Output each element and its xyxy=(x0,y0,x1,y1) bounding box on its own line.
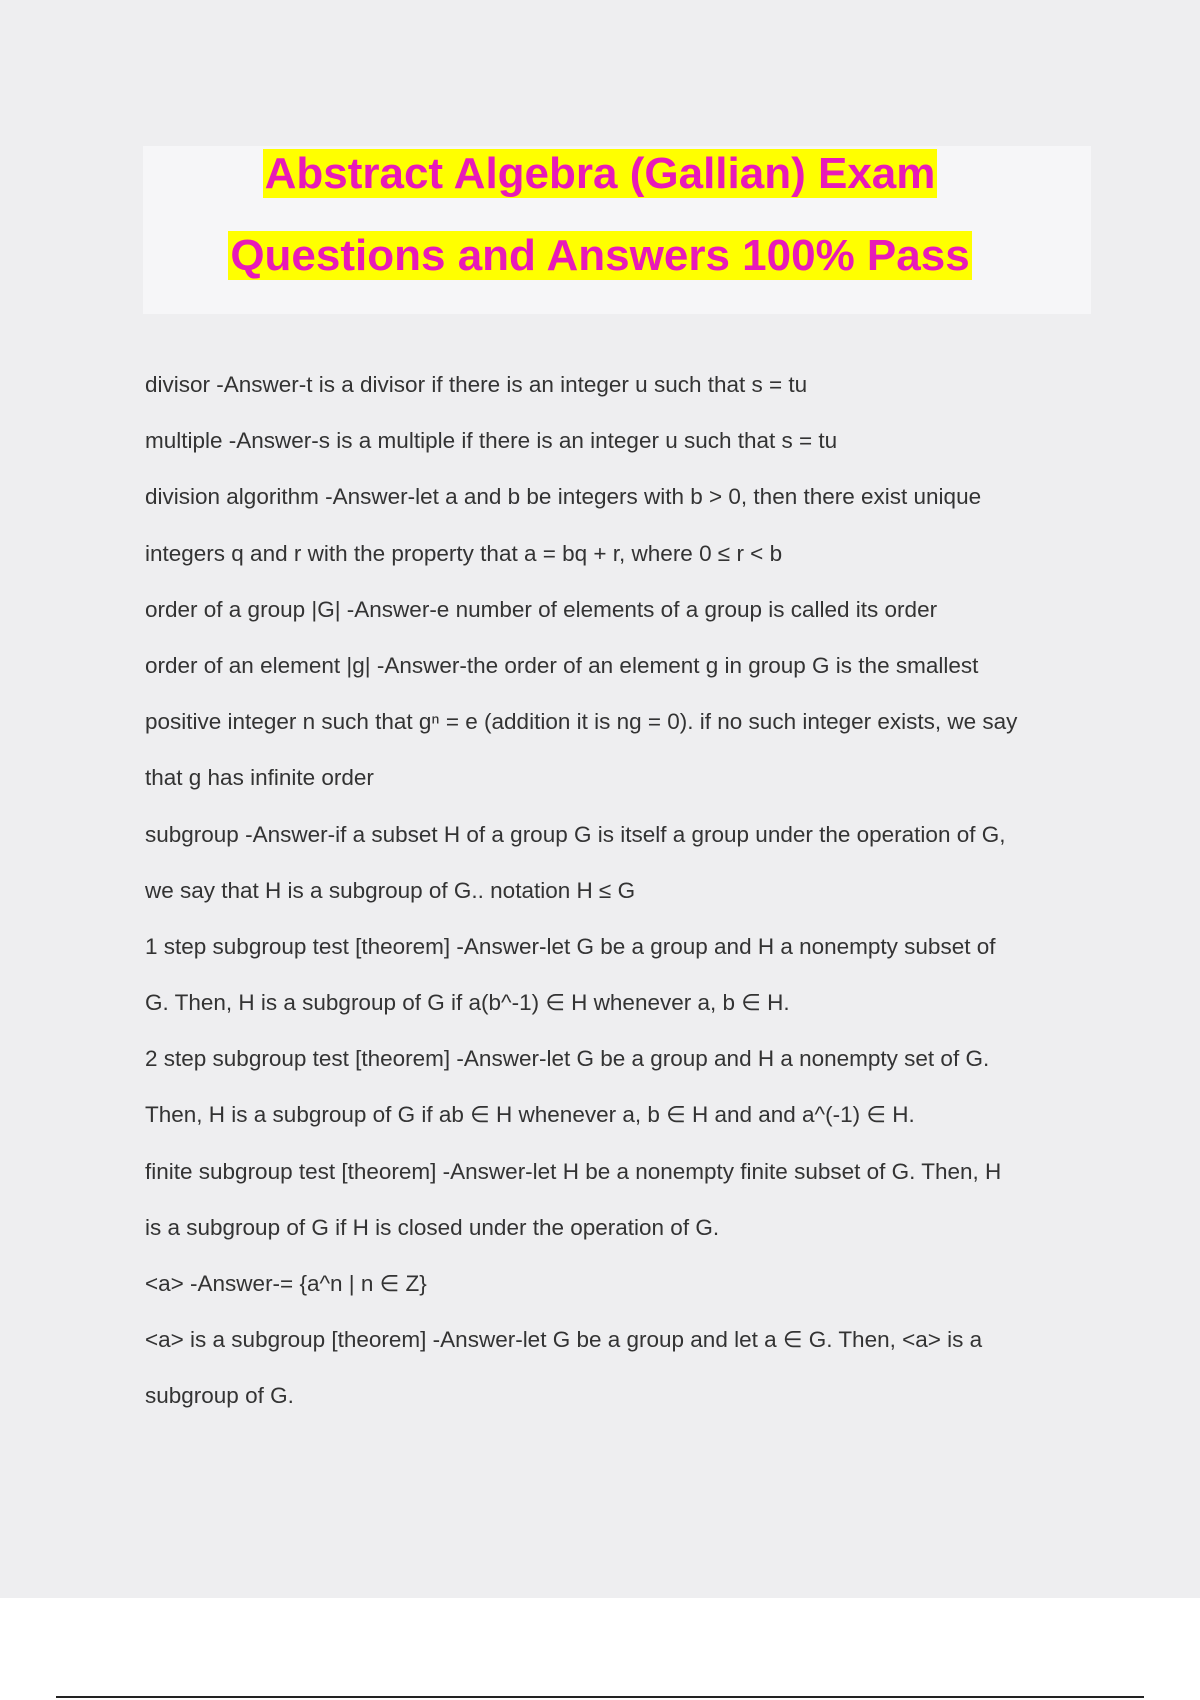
body-line: 2 step subgroup test [theorem] -Answer-let G be a group and H a nonempty set of G. xyxy=(145,1046,990,1072)
body-line: that g has infinite order xyxy=(145,765,374,791)
body-line: is a subgroup of G if H is closed under the operation of G. xyxy=(145,1214,720,1240)
body-line: division algorithm -Answer-let a and b be integers with b > 0, then there exist unique xyxy=(145,484,982,510)
body-line: order of a group |G| -Answer-e number of elements of a group is called its order xyxy=(145,596,938,622)
body-line: divisor -Answer-t is a divisor if there is an integer u such that s = tu xyxy=(145,372,808,397)
body-line: <a> is a subgroup [theorem] -Answer-let G be a group and let a ∈ G. Then, <a> is a xyxy=(145,1327,983,1353)
footer-rule xyxy=(56,1696,1144,1698)
body-line: G. Then, H is a subgroup of G if a(b^-1) ∈ H whenever a, b ∈ H. xyxy=(145,990,790,1016)
title-text-2: Questions and Answers 100% Pass xyxy=(230,231,970,280)
document-title-line-1 xyxy=(0,146,1200,202)
body-line: we say that H is a subgroup of G.. notation H ≤ G xyxy=(145,877,636,903)
body-line: <a> -Answer-= {a^n | n ∈ Z} xyxy=(145,1271,427,1296)
body-line: 1 step subgroup test [theorem] -Answer-let G be a group and H a nonempty subset of xyxy=(145,933,996,959)
body-line: subgroup -Answer-if a subset H of a group G is itself a group under the operation of G, xyxy=(145,821,1006,847)
body-line: integers q and r with the property that a = bq + r, where 0 ≤ r < b xyxy=(145,540,783,566)
title-text-1: Abstract Algebra (Gallian) Exam xyxy=(264,149,936,198)
document-body xyxy=(145,357,1095,1425)
body-line: Then, H is a subgroup of G if ab ∈ H whenever a, b ∈ H and and a^(-1) ∈ H. xyxy=(145,1102,915,1128)
body-line: subgroup of G. xyxy=(145,1383,294,1409)
document-title-line-2 xyxy=(0,228,1200,284)
body-line: order of an element |g| -Answer-the order of an element g in group G is the smallest xyxy=(145,652,979,678)
body-line: finite subgroup test [theorem] -Answer-let H be a nonempty finite subset of G. Then, H xyxy=(145,1158,1002,1184)
body-line: multiple -Answer-s is a multiple if there is an integer u such that s = tu xyxy=(145,428,838,454)
body-line: positive integer n such that gⁿ = e (addition it is ng = 0). if no such integer exists, we say xyxy=(145,709,1018,735)
